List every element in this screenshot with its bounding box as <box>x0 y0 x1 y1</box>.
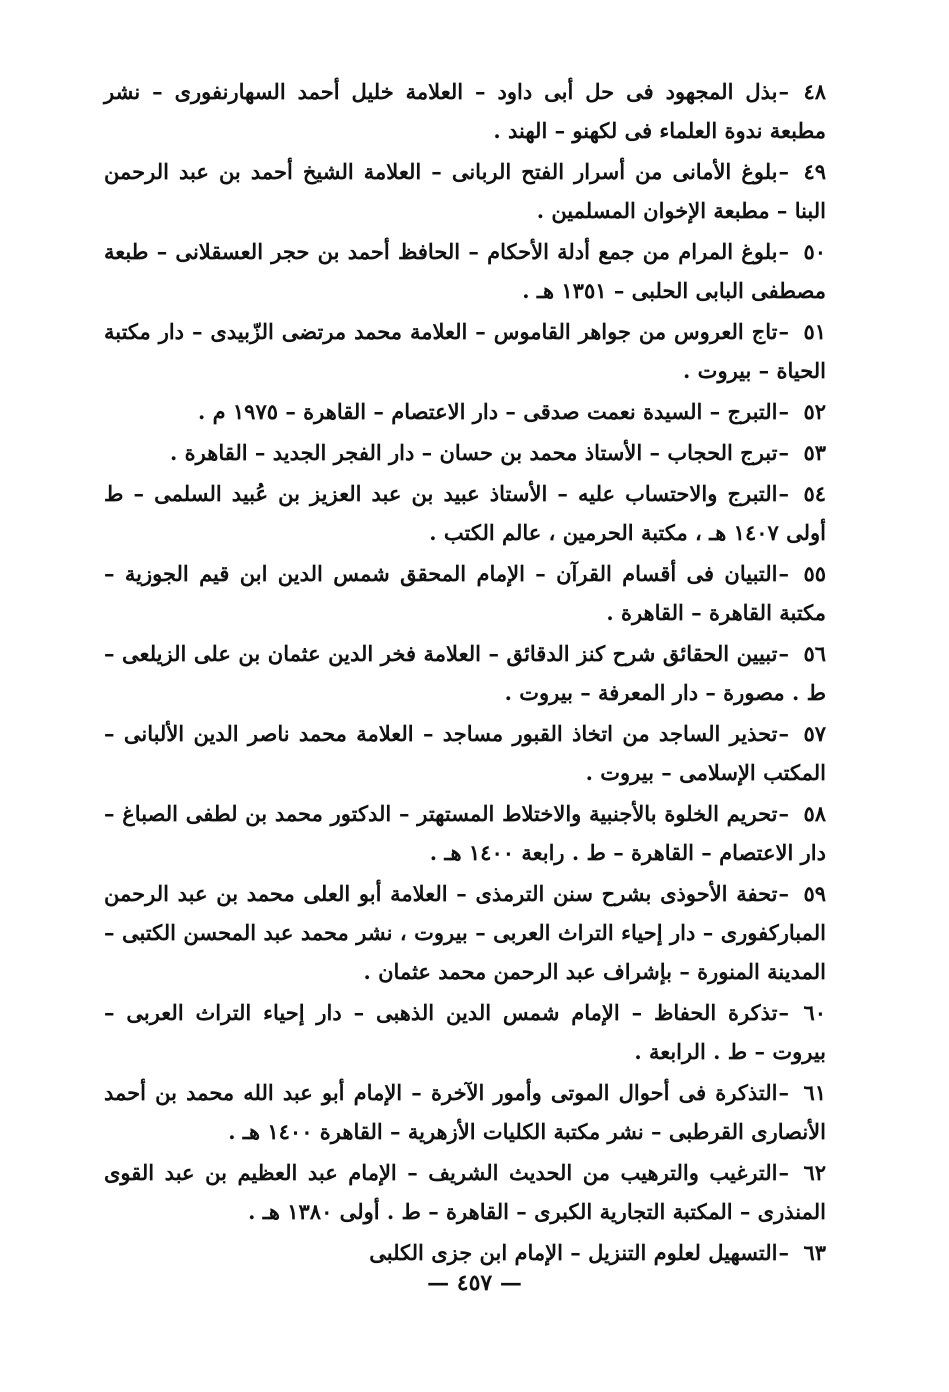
bibliography-entry <box>104 794 826 872</box>
page-number: — ٤٥٧ — <box>427 1270 522 1296</box>
entry-dash: – <box>778 641 789 666</box>
entry-number: ٥٤ <box>803 481 826 506</box>
entry-number: ٦١ <box>803 1080 826 1105</box>
entry-dash: – <box>778 399 789 424</box>
entry-dash: – <box>778 1000 789 1025</box>
entry-number: ٥٧ <box>803 721 826 746</box>
entry-text: تحذير الساجد من اتخاذ القبور مساجد – العلامة محمد ناصر الدين الألبانى – المكتب الإسلامى – بيروت . <box>104 721 826 785</box>
bibliography-entry <box>104 152 826 230</box>
entry-number: ٦٣ <box>803 1240 826 1265</box>
entry-text: التسهيل لعلوم التنزيل – الإمام ابن جزى الكلبى <box>369 1240 778 1265</box>
bibliography-entry <box>104 1153 826 1231</box>
entry-dash: – <box>778 1160 789 1185</box>
entry-number: ٦٢ <box>803 1160 826 1185</box>
entry-text: التذكرة فى أحوال الموتى وأمور الآخرة – الإمام أبو عبد الله محمد بن أحمد الأنصارى القرطبى – نشر مكتبة الكليات الأزهرية – القاهرة ١٤٠٠ هـ . <box>104 1080 826 1144</box>
bibliography-entry <box>104 1233 826 1272</box>
entry-dash: – <box>778 79 789 104</box>
bibliography-entry <box>104 993 826 1071</box>
entry-dash: – <box>778 1240 789 1265</box>
bibliography-entry <box>104 72 826 150</box>
bibliography-entry <box>104 433 826 472</box>
entry-dash: – <box>778 1080 789 1105</box>
bibliography-entry <box>104 1073 826 1151</box>
entry-text: بذل المجهود فى حل أبى داود – العلامة خليل أحمد السهارنفورى – نشر مطبعة ندوة العلماء فى لكهنو – الهند . <box>104 79 826 143</box>
bibliography-entry <box>104 874 826 991</box>
entry-text: تاج العروس من جواهر القاموس – العلامة محمد مرتضى الزّبيدى – دار مكتبة الحياة – بيروت . <box>104 319 826 383</box>
entry-dash: – <box>778 159 789 184</box>
entry-dash: – <box>778 481 789 506</box>
bibliography-entry <box>104 232 826 310</box>
entry-number: ٥٣ <box>803 440 826 465</box>
bibliography-entry <box>104 554 826 632</box>
entry-text: تذكرة الحفاظ – الإمام شمس الدين الذهبى – دار إحياء التراث العربى – بيروت – ط . الرابعة . <box>104 1000 826 1064</box>
bibliography-entry <box>104 312 826 390</box>
entry-text: التبيان فى أقسام القرآن – الإمام المحقق شمس الدين ابن قيم الجوزية – مكتبة القاهرة – القاهرة . <box>104 561 826 625</box>
entry-dash: – <box>778 881 789 906</box>
entry-text: التبرج والاحتساب عليه – الأستاذ عبيد بن عبد العزيز بن عُبيد السلمى – ط أولى ١٤٠٧ هـ ، مكتبة الحرمين ، عالم الكتب . <box>104 481 826 545</box>
bibliography-entry <box>104 714 826 792</box>
entry-number: ٤٩ <box>803 159 826 184</box>
entry-dash: – <box>778 561 789 586</box>
entry-number: ٥٥ <box>803 561 826 586</box>
entry-dash: – <box>778 319 789 344</box>
entry-number: ٤٨ <box>803 79 826 104</box>
entry-number: ٥٩ <box>803 881 826 906</box>
bibliography-entry <box>104 474 826 552</box>
bibliography-entry <box>104 392 826 431</box>
entry-text: تحريم الخلوة بالأجنبية والاختلاط المستهتر – الدكتور محمد بن لطفى الصباغ – دار الاعتصام – القاهرة – ط . رابعة ١٤٠٠ هـ . <box>104 801 826 865</box>
entry-dash: – <box>778 721 789 746</box>
entry-text: تبيين الحقائق شرح كنز الدقائق – العلامة فخر الدين عثمان بن على الزيلعى – ط . مصورة – دار المعرفة – بيروت . <box>104 641 826 705</box>
entry-text: الترغيب والترهيب من الحديث الشريف – الإمام عبد العظيم بن عبد القوى المنذرى – المكتبة التجارية الكبرى – القاهرة – ط . أولى ١٣٨٠ هـ . <box>104 1160 826 1224</box>
bibliography-entry <box>104 634 826 712</box>
entry-number: ٥١ <box>803 319 826 344</box>
entry-dash: – <box>778 239 789 264</box>
entry-text: بلوغ المرام من جمع أدلة الأحكام – الحافظ أحمد بن حجر العسقلانى – طبعة مصطفى البابى الحلبى – ١٣٥١ هـ . <box>104 239 826 303</box>
entry-text: التبرج – السيدة نعمت صدقى – دار الاعتصام – القاهرة – ١٩٧٥ م . <box>197 399 778 424</box>
entry-number: ٥٢ <box>803 399 826 424</box>
bibliography-list <box>104 72 826 1274</box>
entry-text: تبرج الحجاب – الأستاذ محمد بن حسان – دار الفجر الجديد – القاهرة . <box>170 440 778 465</box>
entry-text: تحفة الأحوذى بشرح سنن الترمذى – العلامة أبو العلى محمد بن عبد الرحمن المباركفورى – دار إحياء التراث العربى – بيروت ، نشر محمد عبد المحسن الكتبى – المدينة المنورة – بإشراف عبد الرحمن محمد عثمان . <box>104 881 826 984</box>
entry-text: بلوغ الأمانى من أسرار الفتح الربانى – العلامة الشيخ أحمد بن عبد الرحمن البنا – مطبعة الإخوان المسلمين . <box>104 159 826 223</box>
entry-dash: – <box>778 801 789 826</box>
entry-number: ٥٨ <box>803 801 826 826</box>
entry-number: ٥٠ <box>803 239 826 264</box>
entry-number: ٦٠ <box>803 1000 826 1025</box>
entry-number: ٥٦ <box>803 641 826 666</box>
entry-dash: – <box>778 440 789 465</box>
